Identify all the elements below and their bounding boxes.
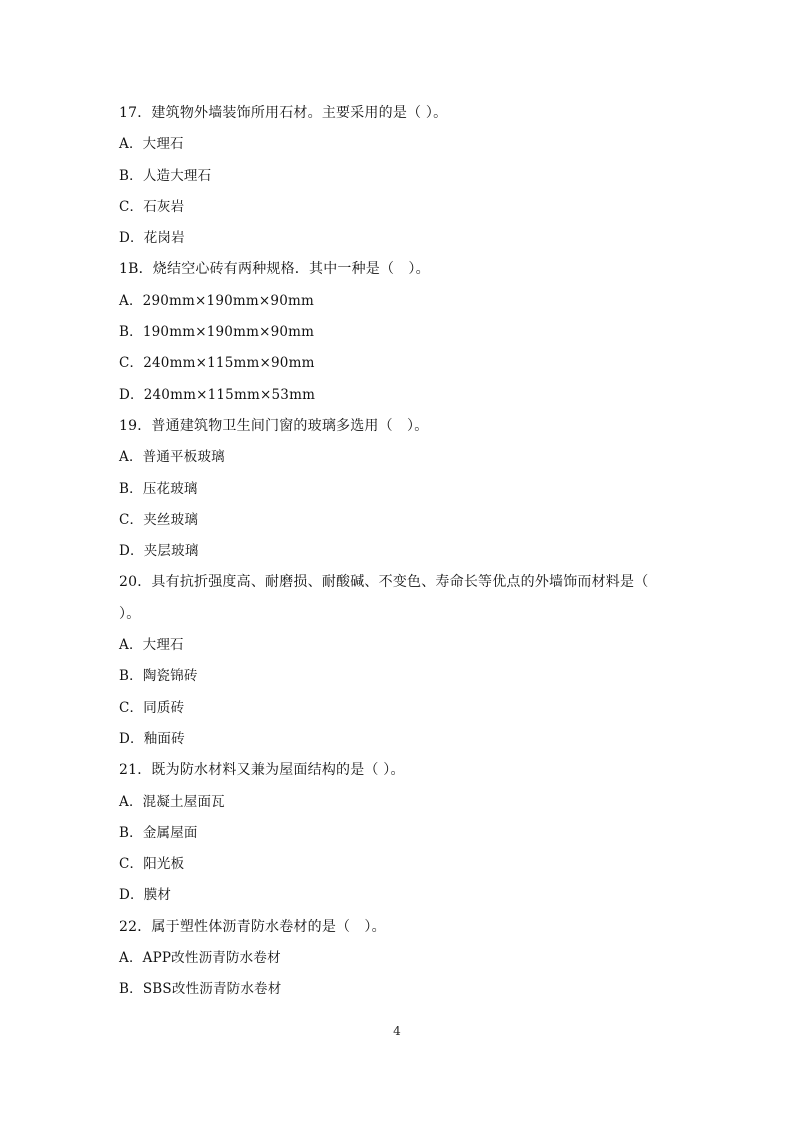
question-18-option-d: D．240mm×115mm×53mm [119,386,316,403]
question-17-option-b: B．人造大理石 [119,167,212,184]
question-20-stem: 20．具有抗折强度高、耐磨损、耐酸碱、不变色、寿命长等优点的外墙饰而材料是（ [119,574,649,591]
question-19-option-b: B．压花玻璃 [119,480,198,497]
question-20-option-a: A．大理石 [119,637,184,654]
question-list [119,100,659,1008]
question-20-option-c: C．同质砖 [119,699,185,716]
question-21-option-c: C．阳光板 [119,856,185,873]
question-20-option-d: D．釉面砖 [119,730,185,747]
question-17-option-a: A．大理石 [119,136,184,153]
question-19-stem: 19．普通建筑物卫生间门窗的玻璃多选用（ ）。 [119,417,429,434]
question-21-option-a: A．混凝土屋面瓦 [119,793,225,810]
question-17-option-d: D．花岗岩 [119,230,185,247]
question-21-stem: 21．既为防水材料又兼为屋面结构的是（ ）。 [119,762,405,779]
question-22-option-b: B．SBS改性沥青防水卷材 [119,981,282,998]
question-19-option-c: C．夹丝玻璃 [119,511,199,528]
question-17-option-c: C．石灰岩 [119,198,185,215]
question-21-option-b: B．金属屋面 [119,824,198,841]
question-18-option-b: B．190mm×190mm×90mm [119,324,315,341]
question-21-option-d: D．膜材 [119,887,172,904]
question-20-option-b: B．陶瓷锦砖 [119,668,198,685]
question-19-option-a: A．普通平板玻璃 [119,449,225,466]
question-22-stem: 22．属于塑性体沥青防水卷材的是（ ）。 [119,918,386,935]
page-number: 4 [393,1024,401,1038]
question-19-option-d: D．夹层玻璃 [119,543,199,560]
question-18-stem: 1B．烧结空心砖有两种规格．其中一种是（ ）。 [119,261,430,278]
question-17-stem: 17．建筑物外墙装饰所用石材。主要采用的是（ ）。 [119,105,448,121]
question-20-stem-continued: ）。 [119,605,141,622]
question-22-option-a: A．APP改性沥青防水卷材 [119,950,281,967]
question-18-option-a: A．290mm×190mm×90mm [119,292,314,309]
question-18-option-c: C．240mm×115mm×90mm [119,355,315,372]
